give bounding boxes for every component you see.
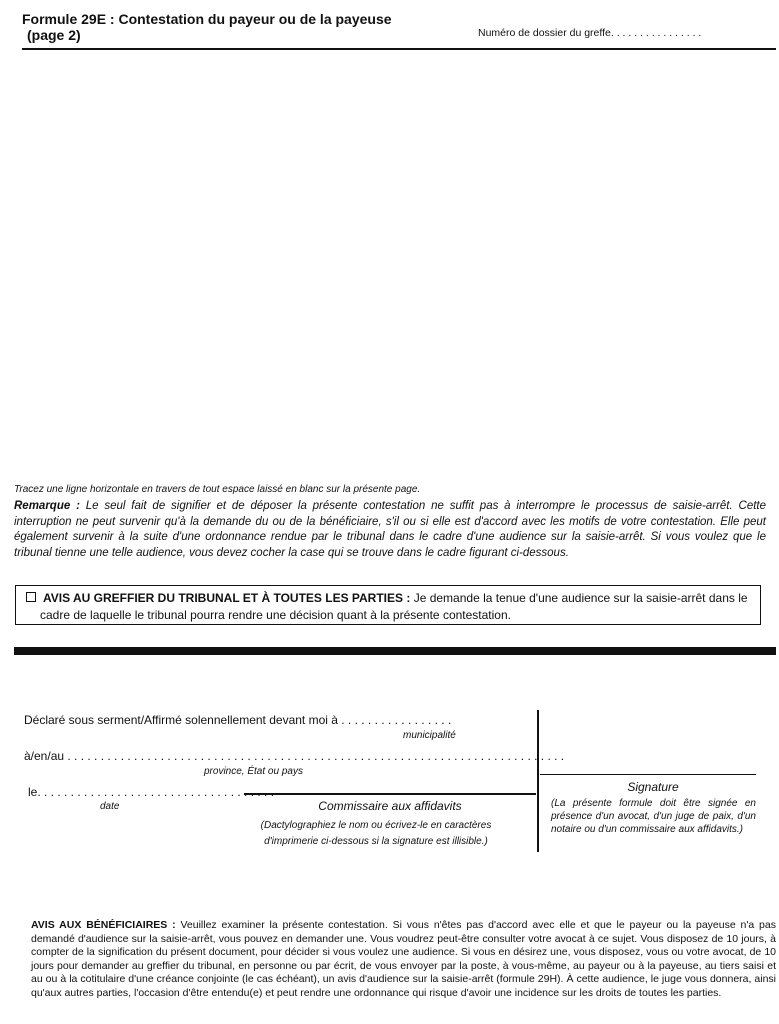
beneficiary-notice-text: Veuillez examiner la présente contestation. Si vous n'êtes pas d'accord avec elle et que le payeur ou la payeuse n'a pas demandé d'audience sur la saisie-arrêt, vous pouvez en demander une. Vous voudrez peut-être consulter votre avocat à ce sujet. Vous disposez de 10 jours, à compter de la signification du présent document, pour décider si vous voulez une audience. Si vous en désirez une, vous disposez, vous ou votre avocat, de 10 jours pour demander au greffier du tribunal, en personne ou par écrit, de vous envoyer par la poste, à vous-même, au payeur ou à la payeuse, au tiers saisi et au ou à la cotitulaire d'une créance conjointe (le cas échéant), un avis d'audience sur la saisie-arrêt (formule 29H). À cette audience, le juge vous donnera, ainsi qu'aux autres parties, l'occasion d'être entendu(e) et peut rendre une ordonnance qui risque d'avoir une incidence sur les droits de toutes les parties. (31, 919, 776, 999)
court-file-number-field[interactable]: Numéro de dossier du greffe. . . . . . . . . . . . . . . . (478, 27, 702, 39)
avis-greffier-label: AVIS AU GREFFIER DU TRIBUNAL ET À TOUTES LES PARTIES : (43, 591, 411, 605)
hearing-request-checkbox[interactable] (26, 592, 36, 602)
page-number: (page 2) (27, 27, 81, 43)
signature-line[interactable] (540, 774, 756, 775)
form-title: Formule 29E : Contestation du payeur ou de la payeuse (22, 11, 392, 27)
date-label: date (100, 801, 120, 812)
beneficiary-notice-label: AVIS AUX BÉNÉFICIAIRES : (31, 919, 176, 931)
commissioner-label: Commissaire aux affidavits (318, 799, 462, 813)
signature-note: (La présente formule doit être signée en présence d'un avocat, d'un juge de paix, d'un notaire ou d'un commissaire aux affidavits.) (551, 798, 756, 835)
blank-space-instruction: Tracez une ligne horizontale en travers de tout espace laissé en blanc sur la présente page. (14, 484, 421, 495)
hearing-request-box (15, 585, 761, 625)
date-field[interactable]: le. . . . . . . . . . . . . . . . . . . . . . . . . . . . . . . . . . . . (28, 785, 275, 799)
remarque-text: Le seul fait de signifier et de déposer la présente contestation ne suffit pas à interrompre le processus de saisie-arrêt. Cette interruption ne peut survenir qu'à la demande du ou de la bénéficiaire, s'il ou si elle est d'accord avec les motifs de votre contestation. Elle peut également survenir à la suite d'une ordonnance rendue par le tribunal dans le cadre d'une audience sur la saisie-arrêt. Si vous voulez que le tribunal tienne une telle audience, vous devez cocher la case qui se trouve dans le cadre figurant ci-dessous. (14, 500, 766, 559)
beneficiary-notice (31, 919, 776, 1001)
section-divider (14, 647, 776, 655)
remarque-paragraph (14, 499, 766, 561)
signature-divider (537, 710, 539, 852)
sworn-location-field[interactable]: Déclaré sous serment/Affirmé solennellement devant moi à . . . . . . . . . . . . . . . . . (24, 713, 452, 727)
municipality-label: municipalité (403, 730, 456, 741)
signature-label: Signature (627, 780, 679, 794)
commissioner-signature-line[interactable] (244, 793, 536, 795)
header-divider (22, 48, 776, 50)
province-label: province, État ou pays (204, 766, 303, 777)
avis-greffier-text: Je demande la tenue d'une audience sur la saisie-arrêt dans le cadre de laquelle le tribunal pourra rendre une décision quant à la présente contestation. (40, 591, 748, 622)
remarque-label: Remarque : (14, 500, 80, 512)
commissioner-note: (Dactylographiez le nom ou écrivez-le en caractères d'imprimerie ci-dessous si la signature est illisible.) (260, 820, 492, 847)
province-field[interactable]: à/en/au . . . . . . . . . . . . . . . . . . . . . . . . . . . . . . . . . . . . . . . . . . . . . . . . . . . . . . . . . . . . . . . . . . . . . . . . . . . (24, 749, 565, 763)
